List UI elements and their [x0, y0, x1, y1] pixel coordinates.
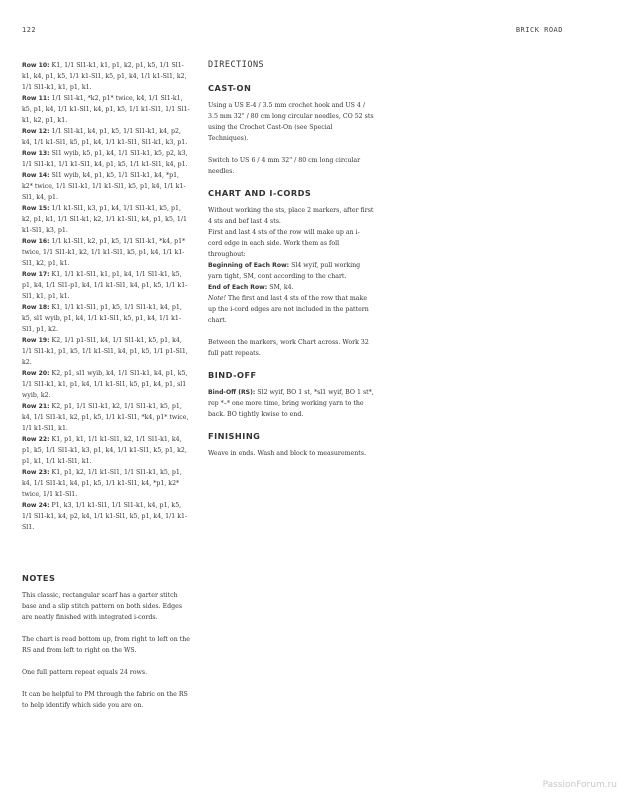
cast-on-paragraph: Using a US E-4 / 3.5 mm crochet hook and US 4 / 3.5 mm 32" / 80 cm long circular needles, CO 52 sts using the Crochet Cast-On (see Special Techniques). — [208, 102, 374, 142]
row-instructions — [22, 60, 190, 533]
notes-paragraph: It can be helpful to PM through the fabric on the RS to help identify which side you are on. — [22, 691, 188, 709]
cast-on-title: CAST-ON — [208, 83, 252, 93]
running-title: BRICK ROAD — [515, 26, 563, 34]
row-21: Row 21: K2, p1, 1/1 Sl1-k1, k2, 1/1 Sl1-k1, k5, p1, k4, 1/1 Sl1-k1, k2, p1, k5, 1/1 k1-Sl1, *k4, p1* twice, 1/1 k1-Sl1, k1. — [22, 403, 189, 432]
row-13: Row 13: Sl1 wyib, k5, p1, k4, 1/1 Sl1-k1, k5, p2, k3, 1/1 Sl1-k1, 1/1 k1-Sl1, k4, p1, k5, 1/1 k1-Sl1, k4, p1. — [22, 150, 188, 168]
row-15: Row 15: 1/1 k1-Sl1, k3, p1, k4, 1/1 Sl1-k1, k5, p1, k2, p1, k1, 1/1 Sl1-k1, k2, 1/1 k1-Sl1, k4, p1, k5, 1/1 k1-Sl1, k3, p1. — [22, 205, 187, 234]
row-24: Row 24: P1, k3, 1/1 k1-Sl1, 1/1 Sl1-k1, k4, p1, k5, 1/1 Sl1-k1, k4, p2, k4, 1/1 k1-Sl1, k5, p1, k4, 1/1 k1-Sl1. — [22, 502, 188, 531]
page-number: 122 — [22, 26, 37, 34]
directions-title: DIRECTIONS — [208, 60, 265, 70]
chart-paragraph: First and last 4 sts of the row will make up an i-cord edge in each side. Work them as foll throughout: — [208, 229, 360, 258]
row-10: Row 10: K1, 1/1 Sl1-k1, k1, p1, k2, p1, k5, 1/1 Sl1-k1, k4, p1, k5, 1/1 k1-Sl1, k5, p1, k4, 1/1 k1-Sl1, k2, 1/1 Sl1-k1, k1, p1, k1. — [22, 62, 187, 91]
chart-title: CHART AND I-CORDS — [208, 188, 312, 198]
chart-paragraph: Without working the sts, place 2 markers, after first 4 sts and bef last 4 sts. — [208, 207, 374, 225]
watermark: PassionForum.ru — [542, 780, 617, 790]
row-16: Row 16: 1/1 k1-Sl1, k2, p1, k5, 1/1 Sl1-k1, *k4, p1* twice, 1/1 Sl1-k1, k2, 1/1 k1-Sl1, k5, p1, k4, 1/1 k1-Sl1, k2, p1, k1. — [22, 238, 186, 267]
row-11: Row 11: 1/1 Sl1-k1, *k2, p1* twice, k4, 1/1 Sl1-k1, k5, p1, k4, 1/1 k1-Sl1, k4, p1, k5, 1/1 k1-Sl1, 1/1 Sl1-k1, k2, p1, k1. — [22, 95, 190, 124]
cast-on-paragraph: Switch to US 6 / 4 mm 32" / 80 cm long circular needles. — [208, 157, 361, 175]
row-18: Row 18: K1, 1/1 k1-Sl1, p1, k5, 1/1 Sl1-k1, k4, p1, k5, sl1 wyib, p1, k4, 1/1 k1-Sl1, k5, p1, k4, 1/1 k1-Sl1, p1, k2. — [22, 304, 182, 333]
notes-paragraph: This classic, rectangular scarf has a garter stitch base and a slip stitch pattern on both sides. Edges are neatly finished with integrated i-cords. — [22, 592, 183, 621]
row-12: Row 12: 1/1 Sl1-k1, k4, p1, k5, 1/1 Sl1-k1, k4, p2, k4, 1/1 k1-Sl1, k5, p1, k4, 1/1 k1-Sl1, Sl1-k1, k3, p1. — [22, 128, 188, 146]
bind-off-title: BIND-OFF — [208, 370, 257, 380]
finishing-title: FINISHING — [208, 431, 261, 441]
notes-paragraph: The chart is read bottom up, from right to left on the RS and from left to right on the WS. — [22, 636, 190, 654]
end-of-row: End of Each Row: SM, k4. — [208, 284, 294, 291]
row-17: Row 17: K1, 1/1 k1-Sl1, k1, p1, k4, 1/1 Sl1-k1, k5, p1, k4, 1/1 Sl1-p1, k4, 1/1 k1-Sl1, k4, p1, k5, 1/1 k1-Sl1, k1, p1, k1. — [22, 271, 188, 300]
row-20: Row 20: K2, p1, sl1 wyib, k4, 1/1 Sl1-k1, k4, p1, k5, 1/1 Sl1-k1, k1, p1, k4, 1/1 k1-Sl1, k5, p1, k4, p1, sl1 wyib, k2. — [22, 370, 188, 399]
notes-paragraph: One full pattern repeat equals 24 rows. — [22, 669, 148, 676]
finishing-paragraph: Weave in ends. Wash and block to measurements. — [208, 450, 366, 457]
notes-title: NOTES — [22, 573, 56, 583]
beginning-of-row: Beginning of Each Row: Sl4 wyif, pull working yarn tight, SM, cont according to the chart. — [208, 262, 361, 280]
row-19: Row 19: K2, 1/1 p1-Sl1, k4, 1/1 Sl1-k1, k5, p1, k4, 1/1 Sl1-k1, p1, k5, 1/1 k1-Sl1, k4, p1, k5, 1/1 p1-Sl1, k2. — [22, 337, 188, 366]
bind-off-paragraph: Bind-Off (RS): Sl2 wyif, BO 1 st, *sl1 wyif, BO 1 st*, rep *–* one more time, bring working yarn to the back. BO tightly kwise to end. — [208, 389, 374, 418]
row-14: Row 14: Sl1 wyib, k4, p1, k5, 1/1 Sl1-k1, k4, *p1, k2* twice, 1/1 Sl1-k1, 1/1 k1-Sl1, k5, p1, k4, 1/1 k1-Sl1, k4, p1. — [22, 172, 186, 201]
notes-section — [22, 573, 190, 722]
page-header — [22, 26, 563, 34]
row-23: Row 23: K1, p1, k2, 1/1 k1-Sl1, 1/1 Sl1-k1, k5, p1, k4, 1/1 Sl1-k1, k4, p1, k5, 1/1 k1-Sl1, k4, *p1, k2* twice, 1/1 k1-Sl1. — [22, 469, 182, 498]
directions-section — [208, 60, 374, 470]
row-22: Row 22: K1, p1, k1, 1/1 k1-Sl1, k2, 1/1 Sl1-k1, k4, p1, k5, 1/1 Sl1-k1, k3, p1, k4, 1/1 k1-Sl1, k5, p1, k2, p1, k1, 1/1 k1-Sl1, k1. — [22, 436, 187, 465]
chart-note: Note! The first and last 4 sts of the row that make up the i-cord edges are not included in the pattern chart. — [208, 295, 369, 324]
chart-paragraph: Between the markers, work Chart across. Work 32 full patt repeats. — [208, 339, 369, 357]
